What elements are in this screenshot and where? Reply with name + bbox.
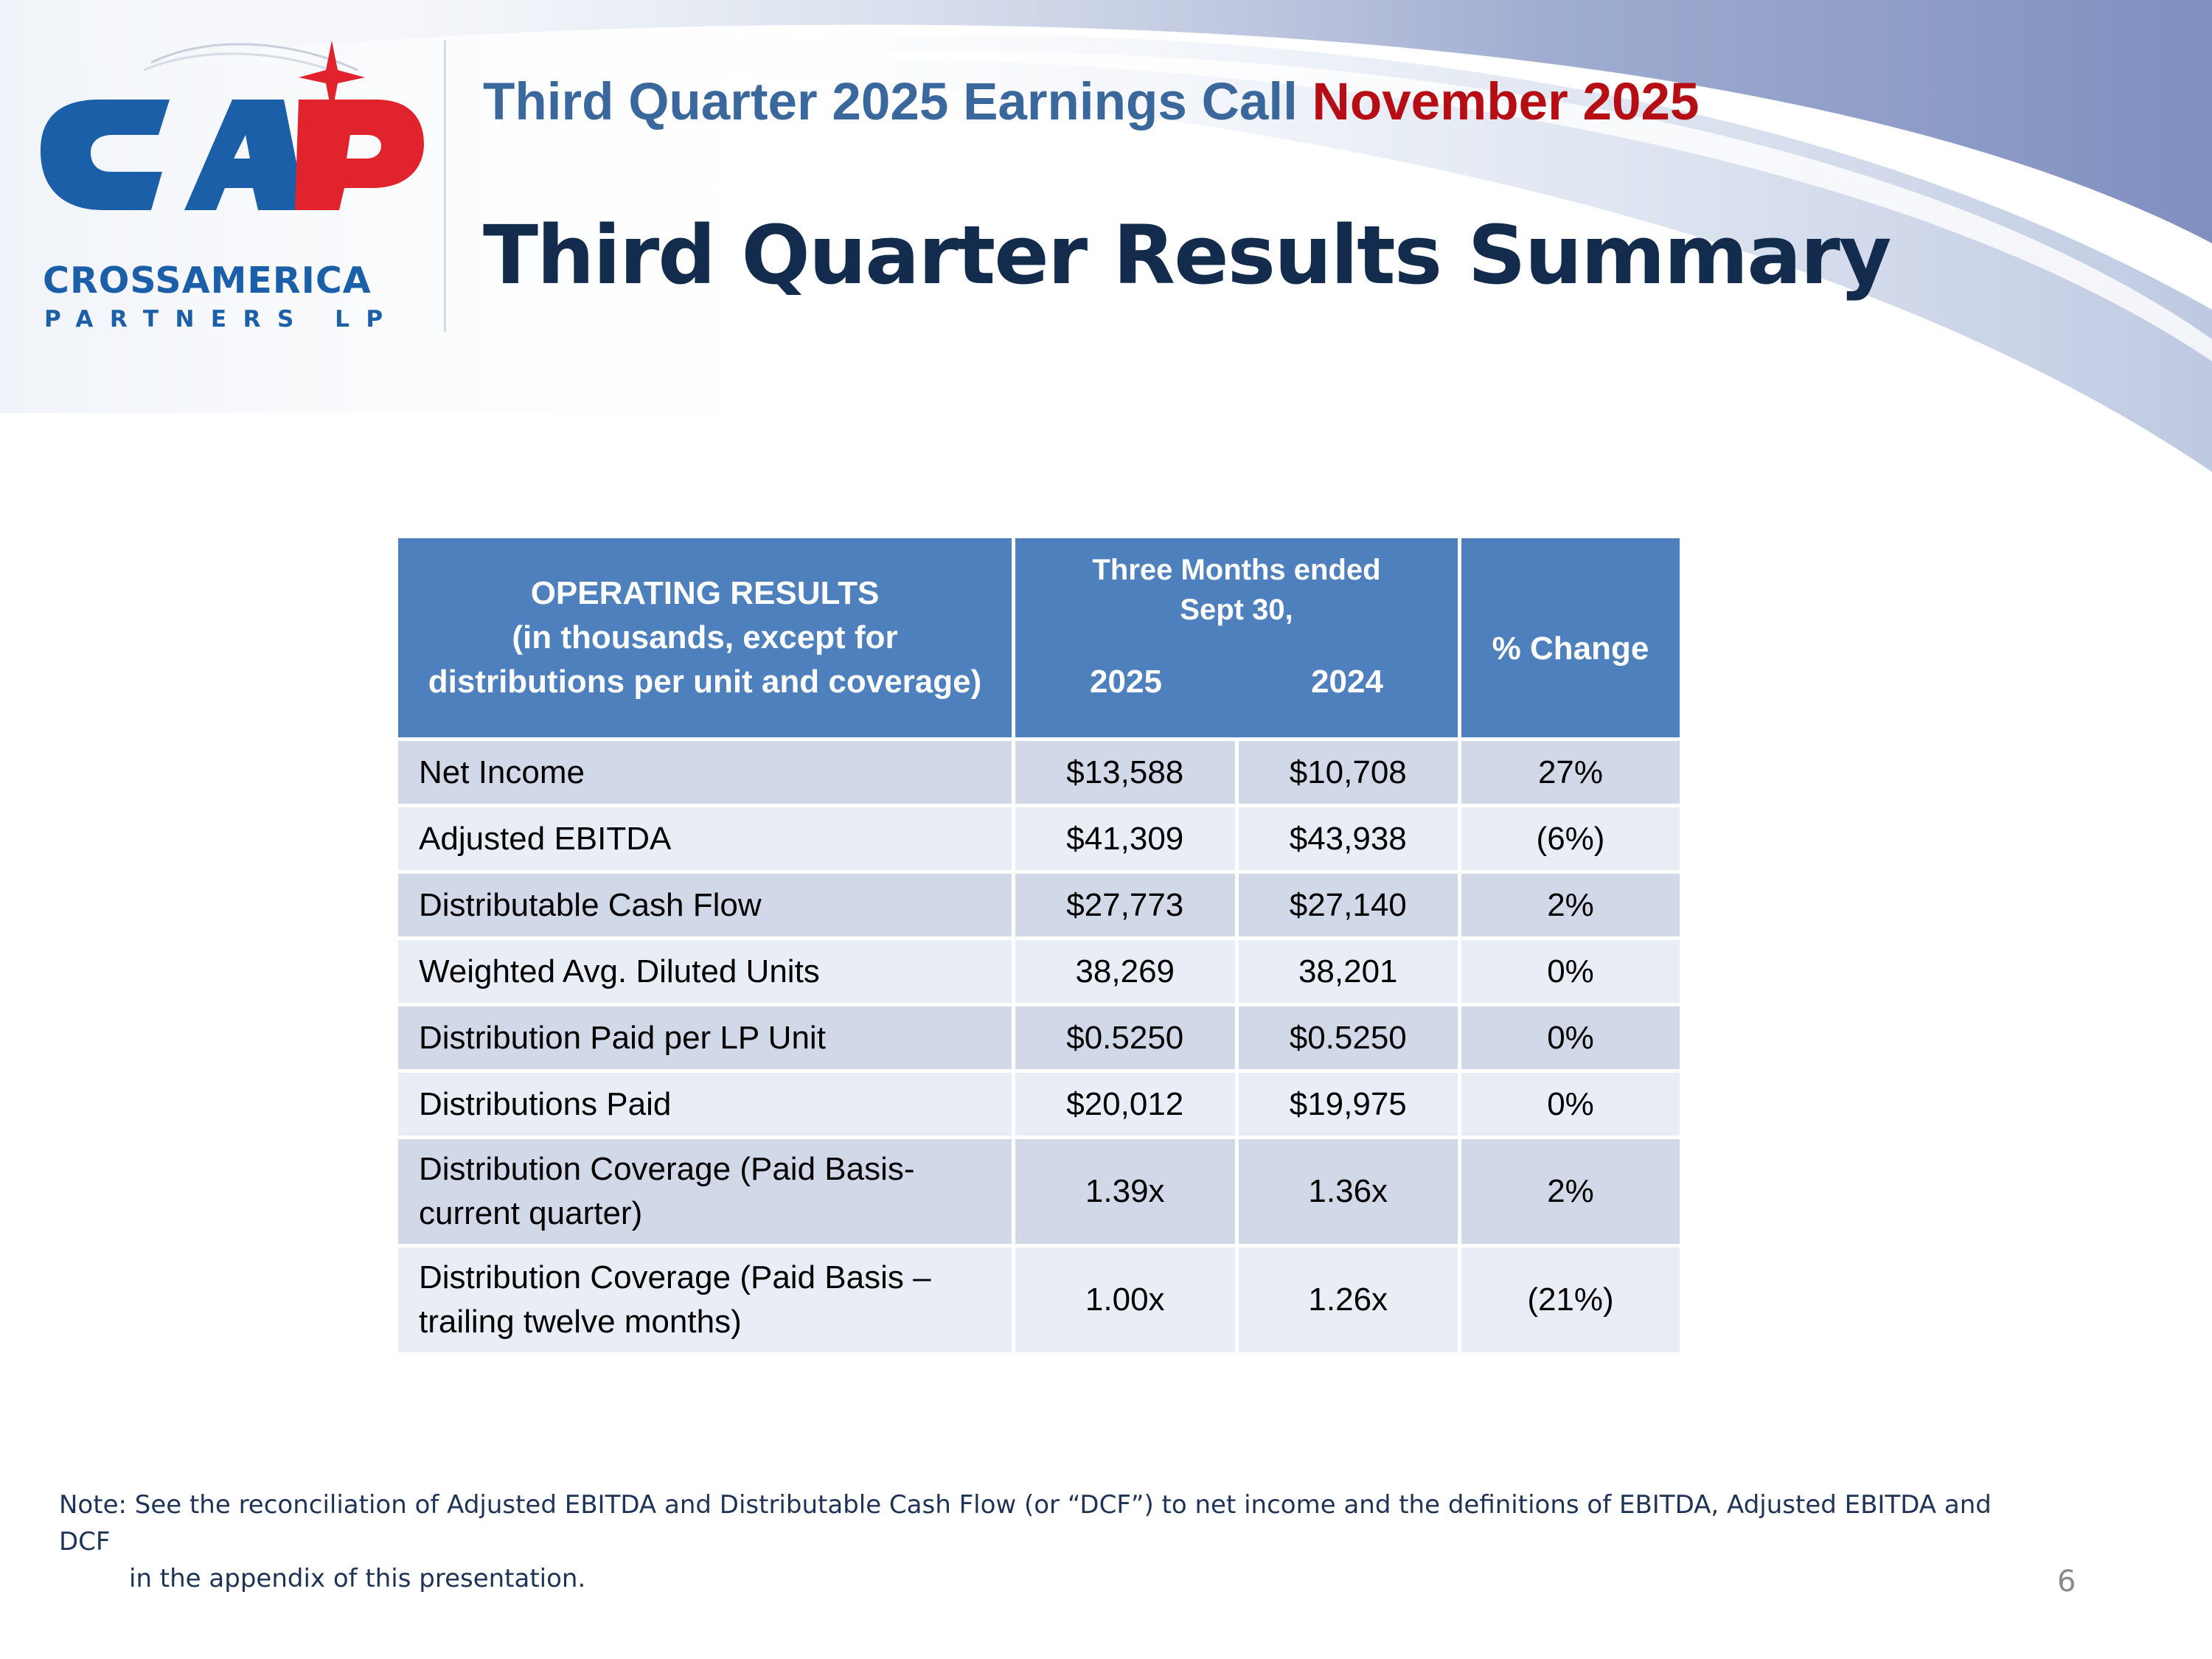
row-label-line: Distribution Coverage (Paid Basis – — [419, 1259, 931, 1295]
row-label — [398, 874, 1012, 936]
header-three-months — [1015, 538, 1458, 737]
row-label-line: Adjusted EBITDA — [419, 820, 672, 857]
footnote — [59, 1486, 2050, 1597]
cell-2025: $13,588 — [1015, 741, 1235, 804]
header-year-2024: 2024 — [1311, 664, 1383, 700]
table-row — [398, 1073, 1680, 1135]
cell-2025: 1.39x — [1015, 1139, 1235, 1244]
table-row — [398, 741, 1680, 804]
cell-2025: $41,309 — [1015, 807, 1235, 870]
footnote-line: in the appendix of this presentation. — [129, 1564, 586, 1593]
row-label-line: trailing twelve months) — [419, 1304, 742, 1340]
table-row — [398, 1139, 1680, 1244]
table-row — [398, 807, 1680, 870]
cell-2024: $10,708 — [1239, 741, 1458, 804]
cell-2025: $20,012 — [1015, 1073, 1235, 1135]
row-label-line: current quarter) — [419, 1195, 643, 1231]
cell-change: 0% — [1461, 940, 1680, 1003]
row-label-line: Net Income — [419, 754, 585, 790]
row-label-line: Distributable Cash Flow — [419, 886, 762, 923]
subtitle-date: November 2025 — [1312, 73, 1700, 131]
cell-2025: 1.00x — [1015, 1248, 1235, 1352]
header-year-2025: 2025 — [1090, 664, 1162, 700]
cell-change: 0% — [1461, 1073, 1680, 1135]
row-label — [398, 1139, 1012, 1244]
row-label-line: Distribution Paid per LP Unit — [419, 1019, 826, 1056]
header-period-line: Sept 30, — [1180, 594, 1293, 626]
page-number: 6 — [2057, 1565, 2076, 1599]
slide-title: Third Quarter Results Summary — [483, 208, 1891, 302]
cell-2024: 1.26x — [1239, 1248, 1458, 1352]
row-label — [398, 807, 1012, 870]
slide-subtitle — [483, 72, 1699, 132]
table-row — [398, 1006, 1680, 1069]
cell-2024: $19,975 — [1239, 1073, 1458, 1135]
header-period-line: Three Months ended — [1092, 554, 1381, 586]
cell-2024: $0.5250 — [1239, 1006, 1458, 1069]
table-row — [398, 940, 1680, 1003]
header-operating-line: distributions per unit and coverage) — [428, 664, 982, 700]
cell-2024: 1.36x — [1239, 1139, 1458, 1244]
cell-2025: 38,269 — [1015, 940, 1235, 1003]
row-label-line: Distributions Paid — [419, 1085, 672, 1122]
row-label-line: Distribution Coverage (Paid Basis- — [419, 1151, 915, 1187]
header-operating-line: OPERATING RESULTS — [530, 575, 880, 611]
header-percent-change: % Change — [1461, 538, 1680, 737]
row-label — [398, 1006, 1012, 1069]
row-label — [398, 940, 1012, 1003]
cell-2024: $43,938 — [1239, 807, 1458, 870]
header-operating-line: (in thousands, except for — [512, 619, 898, 655]
cell-change: 0% — [1461, 1006, 1680, 1069]
cell-2025: $0.5250 — [1015, 1006, 1235, 1069]
cell-2024: 38,201 — [1239, 940, 1458, 1003]
cell-change: 2% — [1461, 1139, 1680, 1244]
table-row — [398, 1248, 1680, 1352]
table-row — [398, 874, 1680, 936]
cell-change: (21%) — [1461, 1248, 1680, 1352]
cell-change: 27% — [1461, 741, 1680, 804]
logo-wordmark: CROSSAMERICA — [43, 260, 372, 302]
table-header-row — [398, 538, 1680, 737]
header-divider — [444, 41, 446, 332]
logo-subwordmark: PARTNERS LP — [44, 306, 400, 333]
row-label — [398, 741, 1012, 804]
footnote-line: Note: See the reconciliation of Adjusted EBITDA and Distributable Cash Flow (or “DCF”) to net income and the definitions of EBITDA, Adjusted EBITDA and DCF — [59, 1490, 1992, 1557]
header-operating-results — [398, 538, 1012, 737]
cell-2025: $27,773 — [1015, 874, 1235, 936]
cell-change: 2% — [1461, 874, 1680, 936]
subtitle-event: Third Quarter 2025 Earnings Call — [483, 73, 1298, 131]
cell-2024: $27,140 — [1239, 874, 1458, 936]
operating-results-table — [394, 535, 1683, 1356]
row-label-line: Weighted Avg. Diluted Units — [419, 953, 820, 990]
row-label — [398, 1248, 1012, 1352]
row-label — [398, 1073, 1012, 1135]
cell-change: (6%) — [1461, 807, 1680, 870]
